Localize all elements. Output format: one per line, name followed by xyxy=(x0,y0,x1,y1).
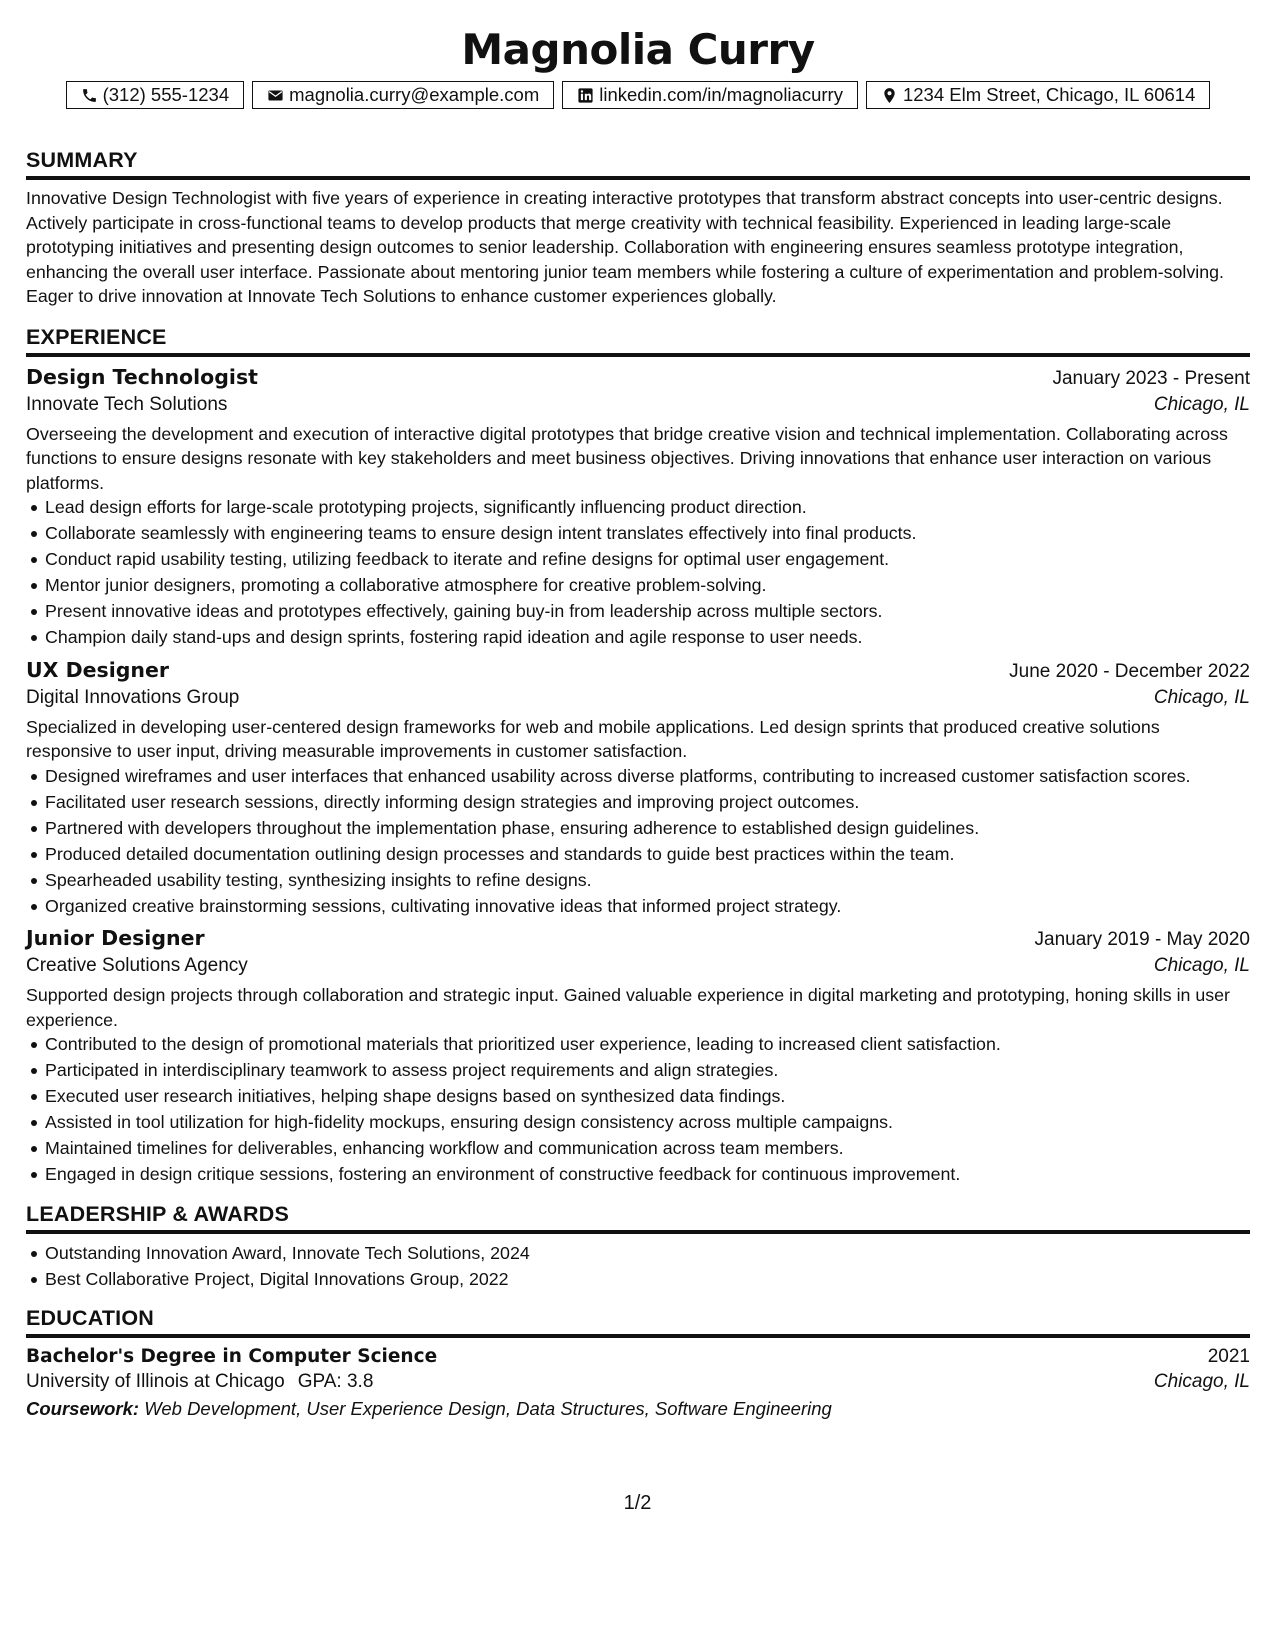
list-item: Present innovative ideas and prototypes effectively, gaining buy-in from leadership across multiple sectors. xyxy=(45,600,1250,624)
job-bullets xyxy=(26,496,1250,650)
list-item: Collaborate seamlessly with engineering teams to ensure design intent translates effectively into final products. xyxy=(45,522,1250,546)
list-item: Champion daily stand-ups and design sprints, fostering rapid ideation and agile response to user needs. xyxy=(45,626,1250,650)
list-item: Facilitated user research sessions, directly informing design strategies and improving project outcomes. xyxy=(45,791,1250,815)
job-header xyxy=(26,658,1250,683)
list-item: Produced detailed documentation outlining design processes and standards to guide best practices within the team. xyxy=(45,843,1250,867)
list-item: Partnered with developers throughout the implementation phase, ensuring adherence to established design guidelines. xyxy=(45,817,1250,841)
list-item: Outstanding Innovation Award, Innovate Tech Solutions, 2024 xyxy=(45,1242,1250,1266)
linkedin-text: linkedin.com/in/magnoliacurry xyxy=(599,84,843,105)
job-location: Chicago, IL xyxy=(1153,955,1250,976)
summary-heading: SUMMARY xyxy=(26,147,1250,180)
job-dates: January 2019 - May 2020 xyxy=(1034,929,1250,950)
location-pin-icon xyxy=(881,87,898,104)
list-item: Executed user research initiatives, helping shape designs based on synthesized data findings. xyxy=(45,1085,1250,1109)
job-entry xyxy=(26,365,1250,650)
school-location: Chicago, IL xyxy=(1153,1371,1250,1392)
job-bullets xyxy=(26,765,1250,919)
job-subheader xyxy=(26,955,1250,977)
list-item: Mentor junior designers, promoting a collaborative atmosphere for creative problem-solving. xyxy=(45,574,1250,598)
list-item: Conduct rapid usability testing, utilizing feedback to iterate and refine designs for optimal user engagement. xyxy=(45,548,1250,572)
job-location: Chicago, IL xyxy=(1153,686,1250,708)
job-description: Supported design projects through collaboration and strategic input. Gained valuable experience in digital marketing and prototyping, honing skills in user experience. xyxy=(26,985,1230,1030)
job-title: UX Designer xyxy=(26,657,170,682)
list-item: Organized creative brainstorming sessions, cultivating innovative ideas that informed project strategy. xyxy=(45,895,1250,919)
awards-list xyxy=(26,1242,1250,1292)
job-location: Chicago, IL xyxy=(1153,393,1250,415)
contact-address[interactable] xyxy=(866,81,1210,109)
summary-text: Innovative Design Technologist with five years of experience in creating interactive prototypes that transform abstract concepts into user-centric designs. Actively participate in cross-functional teams to develop products that merge creativity with technical feasibility. Experienced in leading large-scale prototyping initiatives and presenting design outcomes to senior leadership. Collaboration with engineering ensures seamless prototype integration, enhancing the overall user interface. Passionate about mentoring junior team members while fostering a culture of experimentation and problem-solving. Eager to drive innovation at Innovate Tech Solutions to enhance customer experiences globally. xyxy=(26,188,1224,306)
job-subheader xyxy=(26,687,1250,709)
job-dates: January 2023 - Present xyxy=(1052,367,1250,389)
address-text: 1234 Elm Street, Chicago, IL 60614 xyxy=(902,84,1196,105)
list-item: Contributed to the design of promotional materials that prioritized user experience, leading to increased client satisfaction. xyxy=(45,1033,1250,1057)
job-title: Junior Designer xyxy=(26,926,205,950)
graduation-year: 2021 xyxy=(1207,1346,1250,1367)
job-entry xyxy=(26,658,1250,919)
list-item: Lead design efforts for large-scale prototyping projects, significantly influencing product direction. xyxy=(45,496,1250,520)
page-number: 1/2 xyxy=(623,1492,652,1514)
awards-heading: LEADERSHIP & AWARDS xyxy=(26,1201,1250,1234)
job-company: Creative Solutions Agency xyxy=(26,955,248,976)
contact-email[interactable] xyxy=(252,81,554,109)
job-description: Overseeing the development and execution of interactive digital prototypes that bridge creative vision and technical implementation. Collaborating across functions to ensure designs resonate with key stakeholders and meet business objectives. Driving innovations that enhance user interaction on various platforms. xyxy=(26,423,1228,493)
linkedin-icon xyxy=(577,87,594,104)
list-item: Participated in interdisciplinary teamwork to assess project requirements and align strategies. xyxy=(45,1059,1250,1083)
education-heading: EDUCATION xyxy=(26,1305,1250,1338)
gpa: GPA: 3.8 xyxy=(297,1371,374,1392)
school-name: University of Illinois at Chicago xyxy=(26,1371,285,1392)
contact-linkedin[interactable] xyxy=(562,81,858,109)
envelope-icon xyxy=(267,87,284,104)
coursework-line xyxy=(26,1398,1250,1420)
job-entry xyxy=(26,926,1250,1187)
list-item: Engaged in design critique sessions, fostering an environment of constructive feedback for continuous improvement. xyxy=(45,1163,1250,1187)
job-header xyxy=(26,926,1250,951)
job-title: Design Technologist xyxy=(26,364,258,389)
education-entry xyxy=(26,1346,1250,1420)
job-description: Specialized in developing user-centered design frameworks for web and mobile applications. Led design sprints that produced creative solutions responsive to user input, driving measurable improvements in customer satisfaction. xyxy=(26,716,1160,761)
coursework-label: Coursework: xyxy=(26,1398,140,1419)
job-subheader xyxy=(26,394,1250,416)
list-item: Best Collaborative Project, Digital Innovations Group, 2022 xyxy=(45,1268,1250,1292)
job-header xyxy=(26,365,1250,390)
list-item: Assisted in tool utilization for high-fidelity mockups, ensuring design consistency across multiple campaigns. xyxy=(45,1111,1250,1135)
job-company: Digital Innovations Group xyxy=(26,686,240,708)
degree: Bachelor's Degree in Computer Science xyxy=(26,1346,438,1367)
job-company: Innovate Tech Solutions xyxy=(26,393,228,415)
phone-text: (312) 555-1234 xyxy=(102,84,230,105)
school-line xyxy=(26,1371,373,1393)
resume-page xyxy=(26,0,1250,1420)
list-item: Spearheaded usability testing, synthesizing insights to refine designs. xyxy=(45,869,1250,893)
contact-phone[interactable] xyxy=(66,81,245,109)
email-text: magnolia.curry@example.com xyxy=(289,84,540,105)
education-header xyxy=(26,1346,1250,1368)
list-item: Designed wireframes and user interfaces that enhanced usability across diverse platforms, contributing to increased customer satisfaction scores. xyxy=(45,765,1250,789)
contact-bar xyxy=(26,81,1250,109)
job-bullets xyxy=(26,1033,1250,1187)
phone-icon xyxy=(81,87,98,104)
education-subheader xyxy=(26,1371,1250,1393)
job-dates: June 2020 - December 2022 xyxy=(1009,660,1250,682)
candidate-name: Magnolia Curry xyxy=(461,25,815,74)
coursework-list: Web Development, User Experience Design, Data Structures, Software Engineering xyxy=(144,1398,832,1419)
list-item: Maintained timelines for deliverables, enhancing workflow and communication across team members. xyxy=(45,1137,1250,1161)
experience-heading: EXPERIENCE xyxy=(26,324,1250,357)
